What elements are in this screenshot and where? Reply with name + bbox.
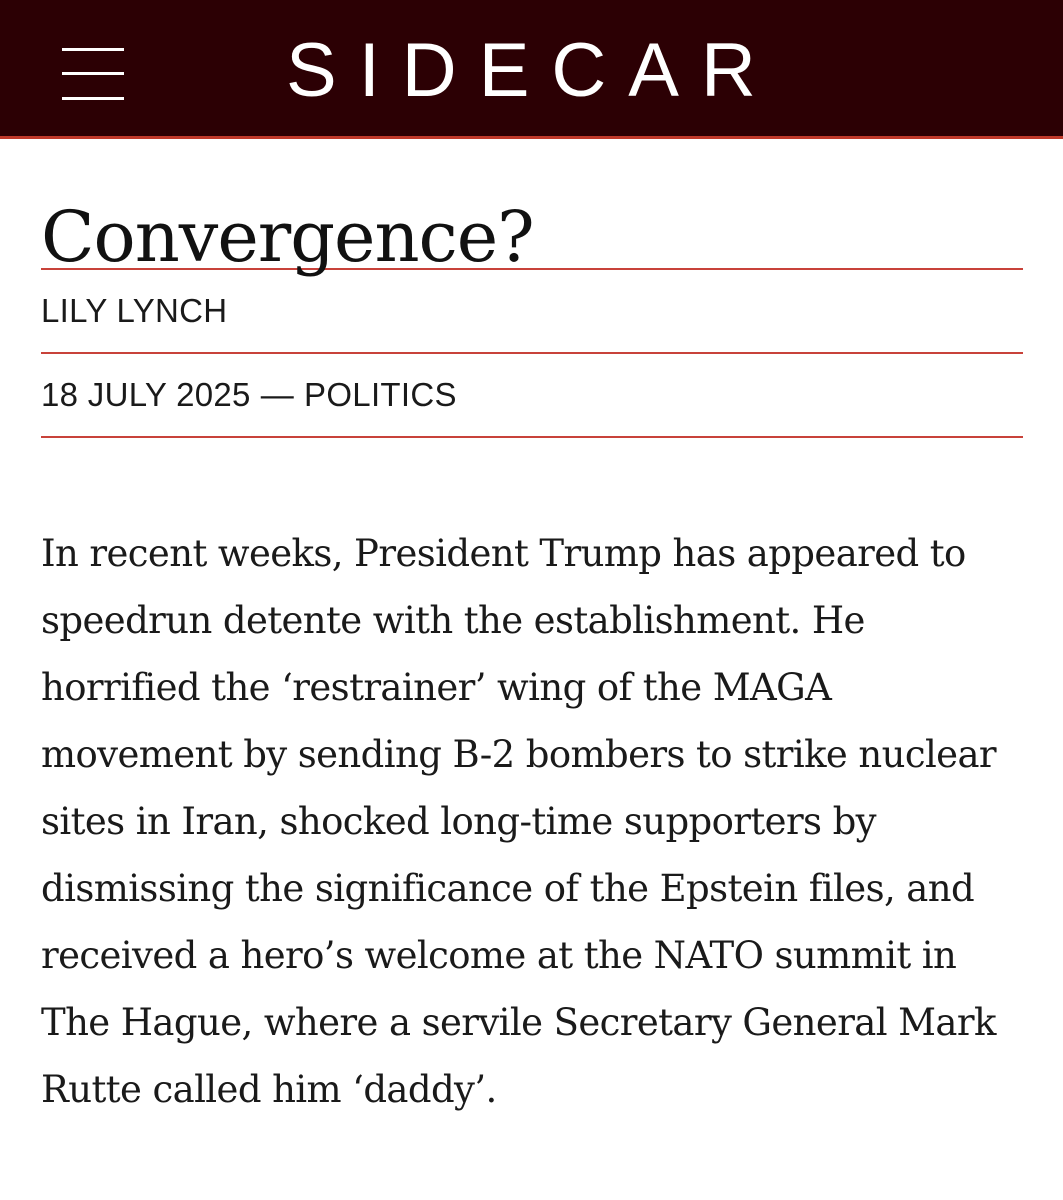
article-body-paragraph: In recent weeks, President Trump has appeared to speedrun detente with the establishment. He horrified the ‘restrainer’ wing of the MAGA movement by sending B-2 bombers to strike nuclear sites in Iran, shocked long-time supporters by dismissing the significance of the Epstein files, and received a hero’s welcome at the NATO summit in The Hague, where a servile Secretary General Mark Rutte called him ‘daddy’. — [41, 532, 997, 1111]
divider — [41, 436, 1023, 438]
article-title: Convergence? — [41, 196, 534, 278]
category-link[interactable]: POLITICS — [304, 376, 457, 413]
author-link[interactable]: LILY LYNCH — [41, 292, 228, 329]
hamburger-menu-icon[interactable] — [62, 46, 124, 102]
menu-bar-top — [62, 48, 124, 51]
dateline-separator: — — [260, 376, 295, 413]
dateline-row — [41, 354, 1023, 436]
site-header — [0, 0, 1063, 139]
site-logo[interactable]: SIDECAR — [286, 28, 778, 113]
menu-bar-middle — [62, 72, 124, 75]
article — [41, 142, 1023, 1160]
menu-bar-bottom — [62, 97, 124, 100]
article-date: 18 JULY 2025 — [41, 376, 251, 413]
